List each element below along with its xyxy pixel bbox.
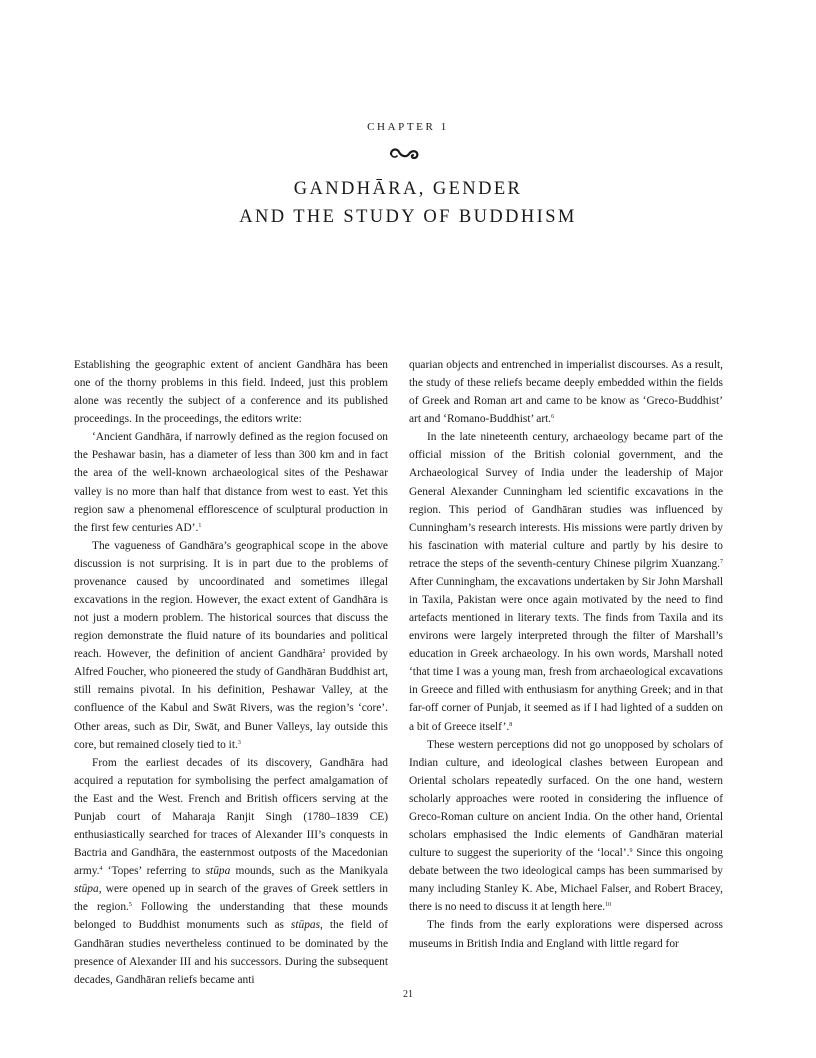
- footnote-marker: 5: [128, 902, 132, 909]
- footnote-marker: 2: [322, 649, 326, 656]
- body-paragraph: [409, 428, 723, 735]
- body-paragraph: [74, 754, 388, 989]
- footnote-marker: 3: [237, 739, 241, 746]
- page-number: 21: [403, 989, 413, 1000]
- text-run: , the field of Gandhāran studies nevertheless continued to be dominated by the presence of Alexander III and his successors. During the subsequent decades, Gandhāran reliefs became anti: [74, 919, 388, 986]
- footnote-marker: 9: [629, 848, 633, 855]
- text-run: quarian objects and entrenched in imperialist discourses. As a result, the study of these reliefs became deeply embedded within the fields of Greek and Roman art and came to be know as ‘Greco-Buddhist’ art and ‘Romano-Buddhist’ art.: [409, 359, 723, 426]
- body-paragraph: [409, 736, 723, 917]
- italic-term: stūpa: [74, 883, 99, 896]
- footnote-marker: 10: [605, 902, 612, 909]
- body-paragraph: [409, 916, 723, 952]
- body-paragraph: [74, 537, 388, 754]
- text-run: These western perceptions did not go unopposed by scholars of Indian culture, and ideological clashes between European and Oriental scholars repeatedly surfaced. On the one hand, western scholarly approaches were rooted in considering the influence of Greco-Roman culture on ancient India. On the other hand, Oriental scholars emphasised the Indic elements of Gandhāran material culture to suggest the superiority of the ‘local’.: [409, 738, 723, 860]
- body-paragraph: [74, 428, 388, 536]
- chapter-title-line-2: AND THE STUDY OF BUDDHISM: [239, 207, 577, 227]
- italic-term: stūpa: [205, 865, 231, 878]
- footnote-marker: 4: [99, 866, 103, 873]
- text-run: , were opened up in search of the graves of Greek settlers in the region.: [74, 883, 388, 914]
- footnote-marker: 1: [198, 522, 202, 529]
- chapter-title-line-1: GANDHĀRA, GENDER: [293, 179, 523, 199]
- text-run: ‘Topes’ referring to: [102, 865, 206, 878]
- text-run: From the earliest decades of its discovery, Gandhāra had acquired a reputation for symbolising the perfect amalgamation of the East and the West. French and British officers serving at the Punjab court of Maharaja Ranjit Singh (1780–1839 CE) enthusiastically searched for traces of Alexander III’s conquests in Bactria and Gandhāra, the easternmost outposts of the Macedonian army.: [74, 756, 388, 878]
- body-paragraph: [409, 356, 723, 428]
- text-run: The finds from the early explorations were dispersed across museums in British India and England with little regard for: [409, 919, 723, 950]
- footnote-marker: 8: [509, 721, 513, 728]
- italic-term: stūpas: [290, 919, 321, 932]
- text-run: Since this ongoing debate between the two ideological camps has been summarised by many including Stanley K. Abe, Michael Falser, and Robert Bracey, there is no need to discuss it at length here.: [409, 847, 723, 914]
- body-paragraph: [74, 356, 388, 428]
- text-run: Following the understanding that these mounds belonged to Buddhist monuments such as: [74, 901, 388, 932]
- text-run: Establishing the geographic extent of ancient Gandhāra has been one of the thorny problems in this field. Indeed, just this problem alone was recently the subject of a conference and its published proceedings. In the proceedings, the editors write:: [74, 359, 388, 426]
- footnote-marker: 7: [720, 558, 723, 565]
- text-run: After Cunningham, the excavations undertaken by Sir John Marshall in Taxila, Pakistan were once again motivated by the need to find artefacts mentioned in literary texts. The finds from Taxila and its environs were largely interpreted through the filter of Marshall’s education in Greek archaeology. In his own words, Marshall noted ‘that time I was a young man, fresh from archaeological excavations in Greece and filled with enthusiasm for anything Greek; and in that far-off corner of Punjab, it seemed as if I had lighted of a sudden on a bit of Greece itself’.: [409, 575, 723, 733]
- text-run: In the late nineteenth century, archaeology became part of the official mission of the British colonial government, and the Archaeological Survey of India under the leadership of Major General Alexander Cunningham led scientific excavations in the region. This period of Gandhāran studies was influenced by Cunningham’s research interests. His missions were partly driven by his fascination with material culture and partly by his desire to retrace the steps of the seventh-century Chinese pilgrim Xuanzang.: [409, 431, 723, 570]
- text-run: provided by Alfred Foucher, who pioneered the study of Gandhāran Buddhist art, still remains pivotal. In his definition, Peshawar Valley, at the confluence of the Kabul and Swāt Rivers, was the region’s ‘core’. Other areas, such as Dir, Swāt, and Buner Valleys, lay outside this core, but remained closely tied to it.: [74, 648, 388, 751]
- left-text-column: [74, 356, 388, 989]
- chapter-label: CHAPTER 1: [367, 121, 449, 133]
- text-run: mounds, such as the Manikyala: [230, 865, 389, 878]
- chapter-title: [0, 175, 816, 231]
- right-text-column: [409, 356, 723, 953]
- text-run: ‘Ancient Gandhāra, if narrowly defined as the region focused on the Peshawar basin, has a diameter of less than 300 km and in fact the area of the well-known archaeological sites of the Peshawar valley is no more than half that distance from west to east. Yet this region saw a phenomenal efflorescence of sculptural production in the first few centuries AD’.: [74, 431, 388, 534]
- text-run: The vagueness of Gandhāra’s geographical scope in the above discussion is not surprising. It is in part due to the problems of provenance caused by uncoordinated and sometimes illegal excavations in the region. However, the exact extent of Gandhāra is not just a modern problem. The historical sources that discuss the region demonstrate the fluid nature of its boundaries and political reach. However, the definition of ancient Gandhāra: [74, 539, 388, 661]
- fleuron-ornament-icon: [388, 146, 420, 162]
- footnote-marker: 6: [551, 414, 555, 421]
